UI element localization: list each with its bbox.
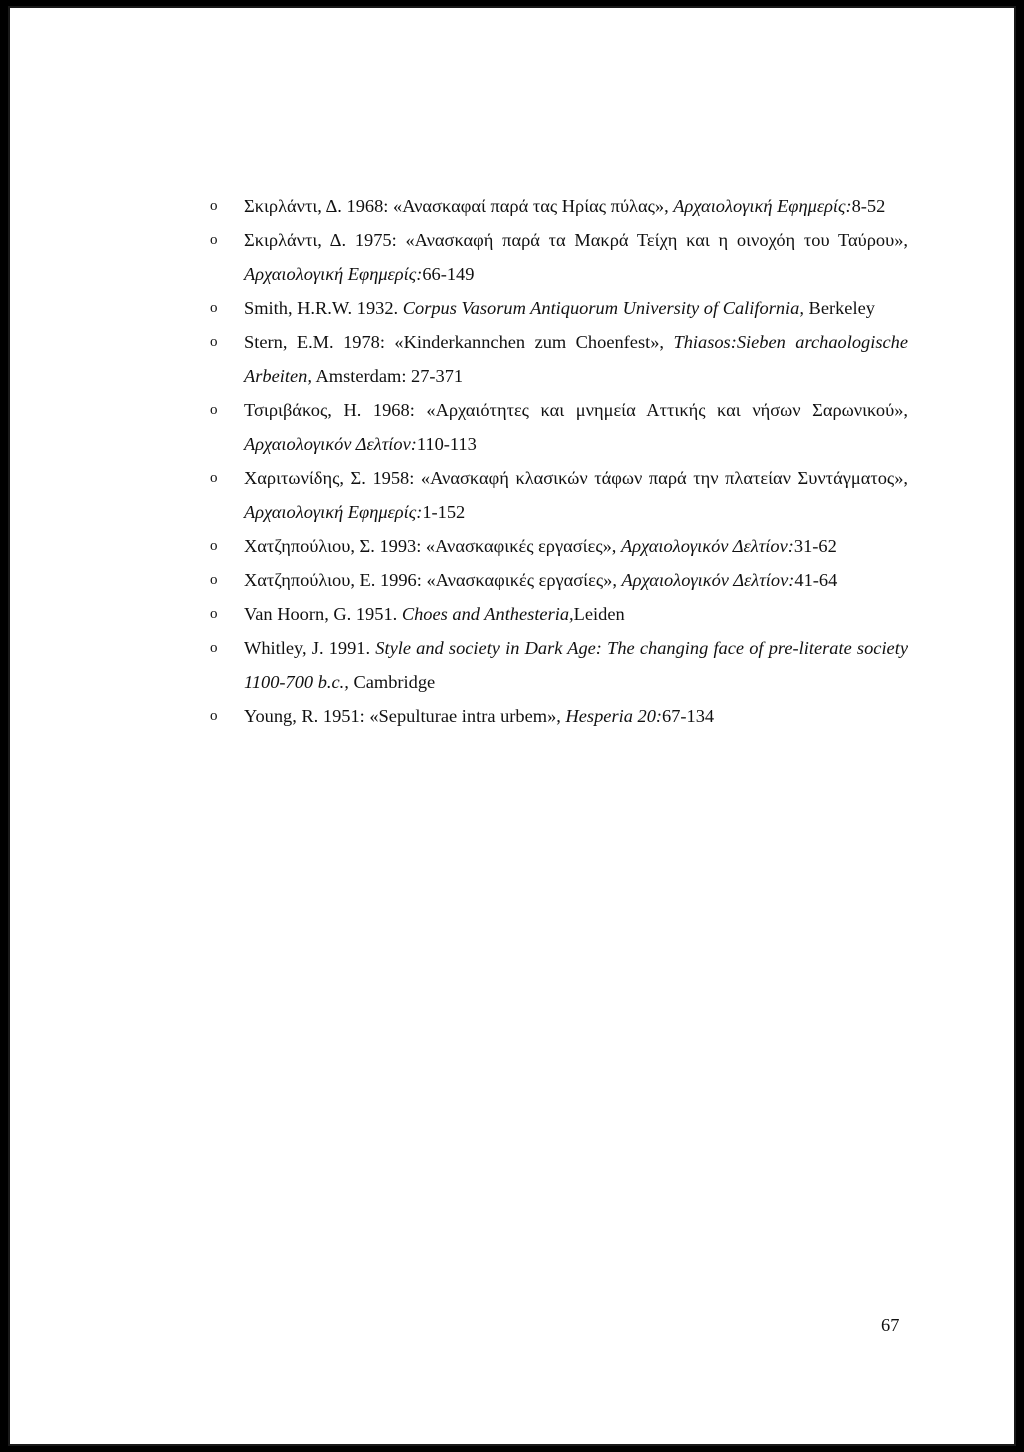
- entry-journal: Αρχαιολογικόν Δελτίον:: [621, 536, 794, 556]
- bullet-icon: o: [210, 198, 218, 214]
- bullet-icon: o: [210, 334, 218, 350]
- entry-pages: 8-52: [851, 196, 886, 216]
- entry-author-title: Τσιριβάκος, Η. 1968: «Αρχαιότητες και μνημεία Αττικής και νήσων Σαρωνικού»,: [244, 400, 908, 420]
- entry-pages: 41-64: [794, 570, 838, 590]
- entry-journal: Αρχαιολογικόν Δελτίον:: [621, 570, 795, 590]
- bibliography-entry: [208, 325, 908, 393]
- entry-journal: Αρχαιολογική Εφημερίς:: [244, 264, 423, 284]
- entry-pages: 67-134: [662, 706, 715, 726]
- entry-pages: 66-149: [422, 264, 475, 284]
- bullet-icon: o: [210, 538, 218, 554]
- entry-author-title: Stern, E.M. 1978: «Kinderkannchen zum Choenfest»,: [244, 332, 674, 352]
- entry-author-year: Whitley, J. 1991.: [244, 638, 376, 658]
- bullet-icon: o: [210, 606, 218, 622]
- entry-book-title: Style and society in Dark Age: The changing face of pre-literate society 1100-700 b.c.,: [244, 638, 908, 692]
- document-page: [10, 8, 1014, 1444]
- entry-book-title: Thiasos:Sieben archaologische Arbeiten,: [244, 332, 908, 386]
- page-number: 67: [881, 1315, 900, 1335]
- entry-pages: 31-62: [793, 536, 837, 556]
- entry-journal: Hesperia 20:: [565, 706, 663, 726]
- entry-pages: 110-113: [416, 434, 477, 454]
- entry-author-title: Young, R. 1951: «Sepulturae intra urbem»,: [244, 706, 566, 726]
- bibliography-entry: [208, 189, 908, 223]
- bibliography-entry: [208, 699, 908, 733]
- entry-author-year: Van Hoorn, G. 1951.: [244, 604, 402, 624]
- entry-author-year: Smith, H.R.W. 1932.: [244, 298, 403, 318]
- bibliography-entry: [208, 393, 908, 461]
- entry-journal: Αρχαιολογικόν Δελτίον:: [244, 434, 417, 454]
- entry-author-title: Σκιρλάντι, Δ. 1975: «Ανασκαφή παρά τα Μακρά Τείχη και η οινοχόη του Ταύρου»,: [244, 230, 908, 250]
- entry-book-title: Corpus Vasorum Antiquorum University of California,: [402, 298, 804, 318]
- bibliography-entry: [208, 631, 908, 699]
- bullet-icon: o: [210, 572, 218, 588]
- bullet-icon: o: [210, 708, 218, 724]
- bullet-icon: o: [210, 470, 218, 486]
- bibliography-list: [208, 189, 908, 733]
- entry-author-title: Χατζηπούλιου, Ε. 1996: «Ανασκαφικές εργασίες»,: [244, 570, 622, 590]
- entry-pages: 1-152: [422, 502, 466, 522]
- entry-author-title: Σκιρλάντι, Δ. 1968: «Ανασκαφαί παρά τας Ηρίας πύλας»,: [244, 196, 674, 216]
- entry-author-title: Χατζηπούλιου, Σ. 1993: «Ανασκαφικές εργασίες»,: [244, 536, 621, 556]
- entry-journal: Αρχαιολογική Εφημερίς:: [244, 502, 423, 522]
- bibliography-entry: [208, 563, 908, 597]
- entry-place: Leiden: [573, 604, 625, 624]
- bibliography-entry: [208, 223, 908, 291]
- bullet-icon: o: [210, 640, 218, 656]
- entry-journal: Αρχαιολογική Εφημερίς:: [673, 196, 852, 216]
- bibliography-entry: [208, 461, 908, 529]
- entry-place-pages: Amsterdam: 27-371: [311, 366, 464, 386]
- bullet-icon: o: [210, 232, 218, 248]
- entry-book-title: Choes and Anthesteria,: [401, 604, 574, 624]
- bullet-icon: o: [210, 402, 218, 418]
- entry-place: Berkeley: [803, 298, 875, 318]
- bibliography-entry: [208, 291, 908, 325]
- bibliography-entry: [208, 597, 908, 631]
- bullet-icon: o: [210, 300, 218, 316]
- bibliography-entry: [208, 529, 908, 563]
- entry-author-title: Χαριτωνίδης, Σ. 1958: «Ανασκαφή κλασικών τάφων παρά την πλατείαν Συντάγματος»,: [244, 468, 908, 488]
- entry-place: Cambridge: [348, 672, 436, 692]
